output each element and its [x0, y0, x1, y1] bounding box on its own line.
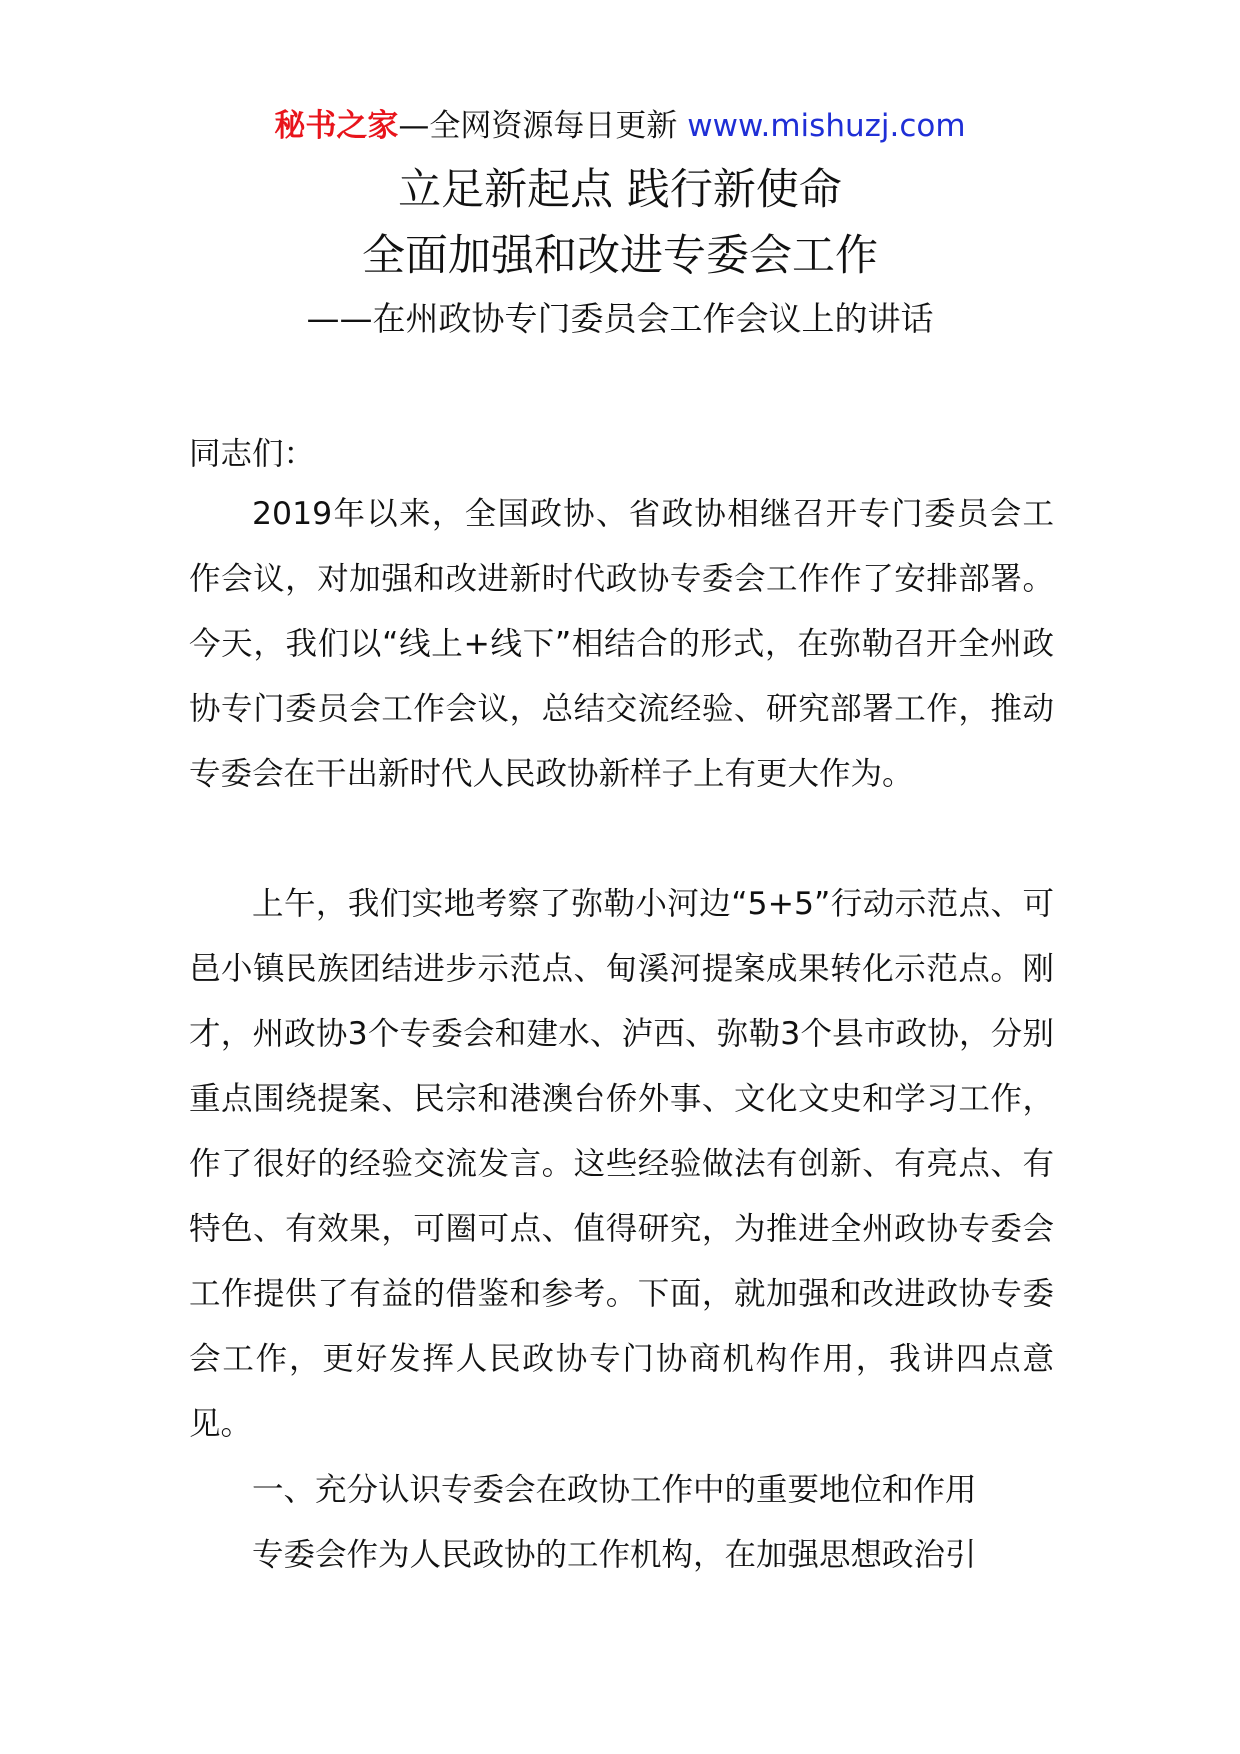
section-paragraph-block [189, 1523, 1054, 1588]
section-paragraph: 专委会作为人民政协的工作机构，在加强思想政治引 [252, 1537, 977, 1573]
site-banner [0, 104, 1240, 148]
brand-name: 秘书之家 [274, 108, 399, 144]
salutation: 同志们： [189, 436, 316, 472]
document-subtitle: ——在州政协专门委员会工作会议上的讲话 [306, 299, 934, 338]
body-paragraph: 上午，我们实地考察了弥勒小河边“5+5”行动示范点、可邑小镇民族团结进步示范点、甸溪河提案成果转化示范点。刚才，州政协3个专委会和建水、泸西、弥勒3个县市政协，分别重点围绕提案、民宗和港澳台侨外事、文化文史和学习工作，作了很好的经验交流发言。这些经验做法有创新、有亮点、有特色、有效果，可圈可点、值得研究，为推进全州政协专委会工作提供了有益的借鉴和参考。下面，就加强和改进政协专委会工作，更好发挥人民政协专门协商机构作用，我讲四点意见。 [189, 886, 1054, 1442]
body-paragraph-2-block [189, 872, 1054, 1457]
document-title-line-1: 立足新起点 践行新使命 [398, 165, 842, 215]
section-heading: 一、充分认识专委会在政协工作中的重要地位和作用 [252, 1472, 977, 1508]
body-paragraph: 2019年以来，全国政协、省政协相继召开专门委员会工作会议，对加强和改进新时代政协专委会工作作了安排部署。今天，我们以“线上+线下”相结合的形式，在弥勒召开全州政协专门委员会工作会议，总结交流经验、研究部署工作，推动专委会在干出新时代人民政协新样子上有更大作为。 [189, 496, 1054, 792]
banner-url-link[interactable]: www.mishuzj.com [687, 108, 966, 144]
banner-slogan: —全网资源每日更新 [398, 108, 678, 144]
body-paragraph-1-block [189, 482, 1054, 807]
document-title-line-2: 全面加强和改进专委会工作 [362, 231, 878, 281]
